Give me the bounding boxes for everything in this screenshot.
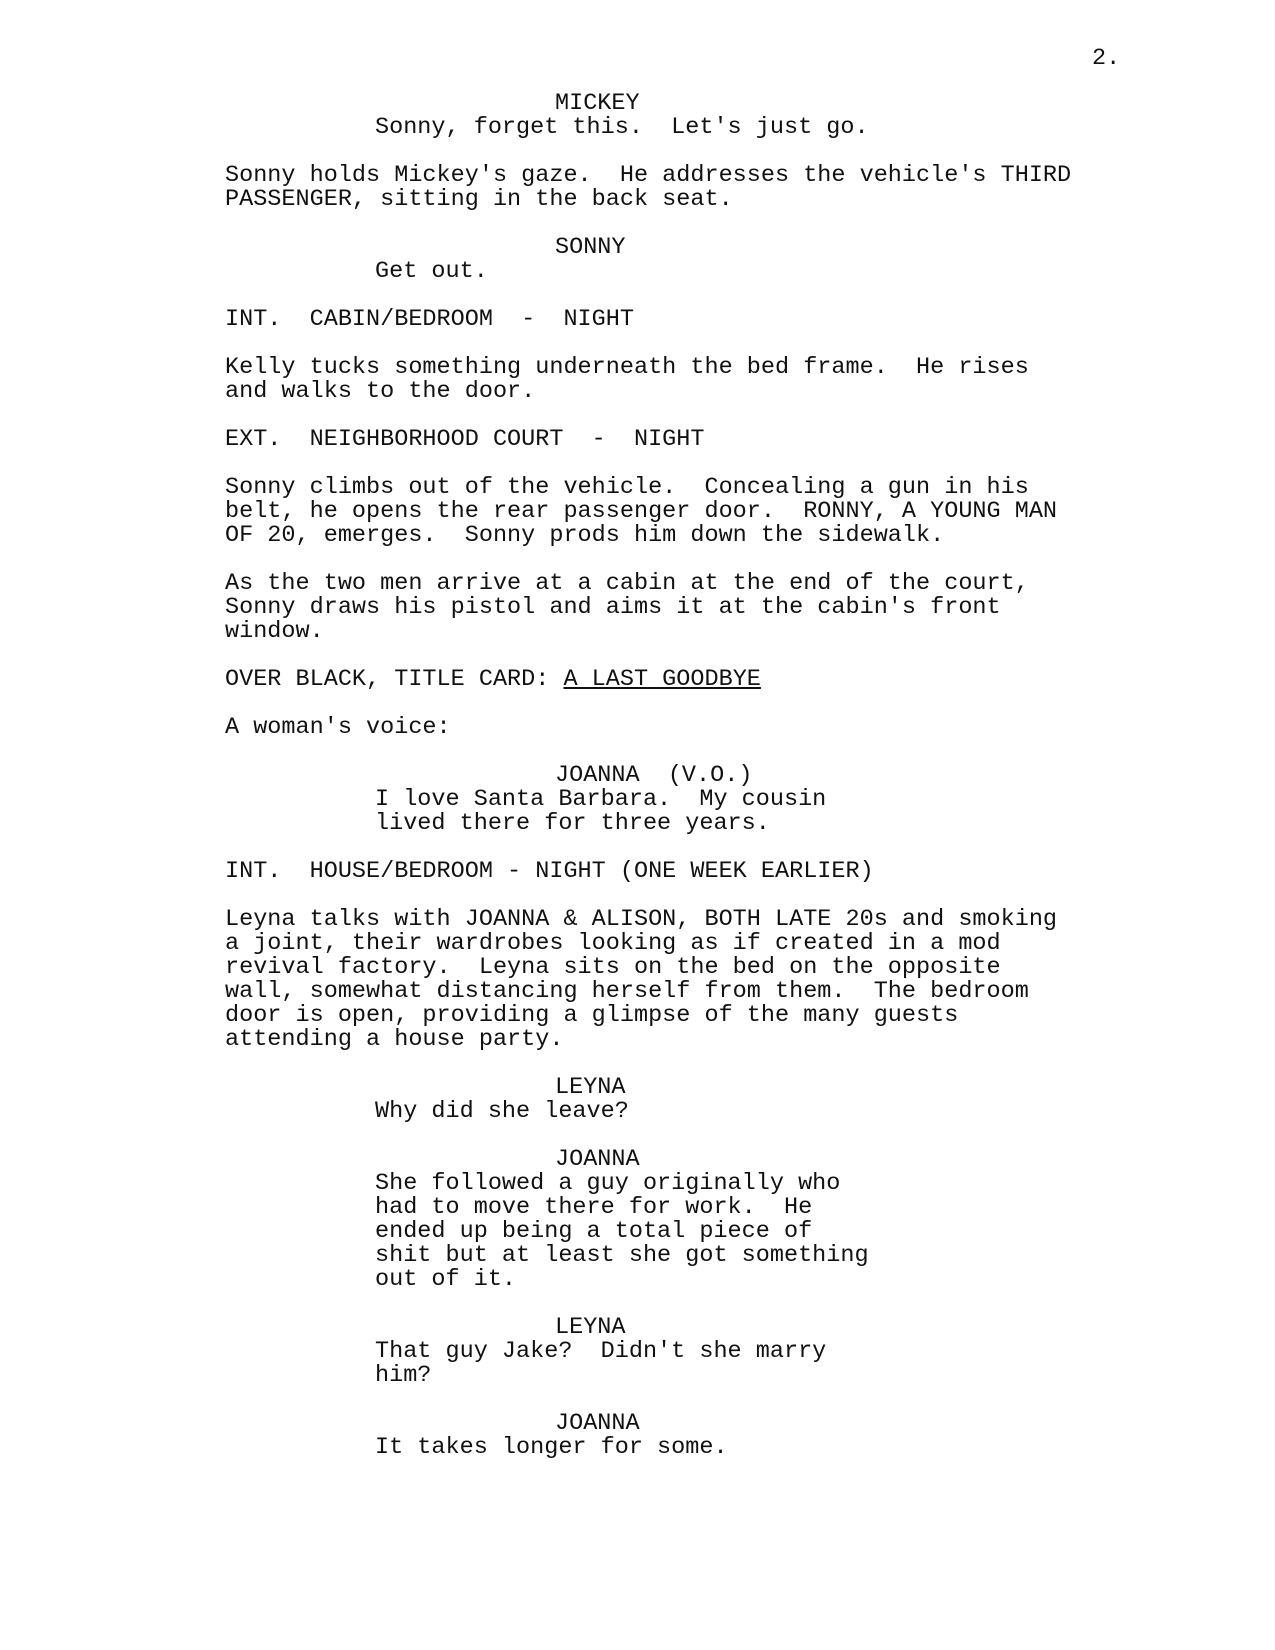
action-line: wall, somewhat distancing herself from them. The bedroom (225, 978, 1029, 1005)
action-line: revival factory. Leyna sits on the bed on the opposite (225, 954, 1001, 981)
scene-heading: EXT. NEIGHBORHOOD COURT - NIGHT (225, 426, 705, 453)
title-card-title: A LAST GOODBYE (563, 666, 761, 693)
scene-heading: INT. HOUSE/BEDROOM - NIGHT (ONE WEEK EARLIER) (225, 858, 874, 885)
dialogue-line: shit but at least she got something (375, 1242, 869, 1269)
dialogue-line: Get out. (375, 258, 488, 285)
character-name: LEYNA (555, 1314, 626, 1341)
action-line: Kelly tucks something underneath the bed frame. He rises (225, 354, 1029, 381)
dialogue-line: ended up being a total piece of (375, 1218, 813, 1245)
character-name: LEYNA (555, 1074, 626, 1101)
dialogue-line: Sonny, forget this. Let's just go. (375, 114, 869, 141)
action-line: As the two men arrive at a cabin at the end of the court, (225, 570, 1029, 597)
character-name: SONNY (555, 234, 626, 261)
dialogue-line: She followed a guy originally who (375, 1170, 841, 1197)
dialogue-line: had to move there for work. He (375, 1194, 813, 1221)
action-line: Sonny climbs out of the vehicle. Concealing a gun in his (225, 474, 1029, 501)
action-line: attending a house party. (225, 1026, 564, 1053)
action-line: door is open, providing a glimpse of the many guests (225, 1002, 959, 1029)
dialogue-line: out of it. (375, 1266, 517, 1293)
character-name: MICKEY (555, 90, 640, 117)
action-line: Sonny holds Mickey's gaze. He addresses the vehicle's THIRD (225, 162, 1072, 189)
page-number: 2. (1092, 45, 1121, 72)
action-line: belt, he opens the rear passenger door. RONNY, A YOUNG MAN (225, 498, 1058, 525)
dialogue-line: Why did she leave? (375, 1098, 629, 1125)
title-card-prefix: OVER BLACK, TITLE CARD: (225, 666, 564, 693)
dialogue-line: That guy Jake? Didn't she marry (375, 1338, 827, 1365)
scene-heading: INT. CABIN/BEDROOM - NIGHT (225, 306, 634, 333)
character-name: JOANNA (555, 1410, 640, 1437)
action-line: PASSENGER, sitting in the back seat. (225, 186, 733, 213)
dialogue-line: I love Santa Barbara. My cousin (375, 786, 827, 813)
character-name: JOANNA (V.O.) (555, 762, 753, 789)
action-line: and walks to the door. (225, 378, 536, 405)
action-line: Leyna talks with JOANNA & ALISON, BOTH LATE 20s and smoking (225, 906, 1058, 933)
action-line: OF 20, emerges. Sonny prods him down the sidewalk. (225, 522, 945, 549)
dialogue-line: him? (375, 1362, 432, 1389)
character-name: JOANNA (555, 1146, 640, 1173)
action-line: Sonny draws his pistol and aims it at the cabin's front (225, 594, 1001, 621)
dialogue-line: It takes longer for some. (375, 1434, 728, 1461)
action-line: window. (225, 618, 324, 645)
title-card (225, 668, 761, 692)
action-line: A woman's voice: (225, 714, 451, 741)
action-line: a joint, their wardrobes looking as if created in a mod (225, 930, 1001, 957)
dialogue-line: lived there for three years. (375, 810, 770, 837)
